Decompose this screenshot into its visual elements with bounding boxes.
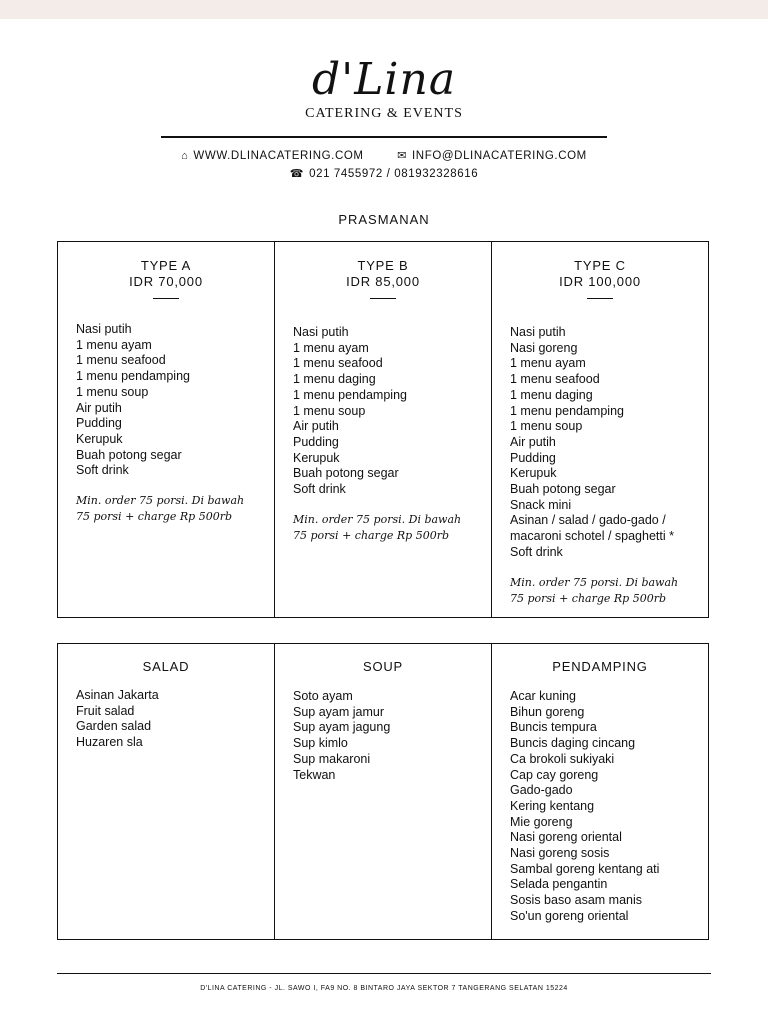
phone-icon: ☎ (289, 168, 305, 180)
list-item: Kerupuk (510, 466, 557, 481)
list-item: 1 menu daging (510, 387, 593, 402)
type-a-name: TYPE A (140, 258, 192, 273)
list-item: Air putih (76, 400, 122, 415)
list-item: Buah potong segar (76, 447, 182, 462)
top-band (0, 0, 768, 19)
list-item: Nasi putih (293, 325, 349, 339)
note-line: 75 porsi + charge Rp 500rb (510, 591, 667, 605)
type-b-price: IDR 85,000 (346, 274, 420, 289)
list-item: 1 menu daging (293, 372, 376, 387)
list-item: Buncis tempura (510, 720, 597, 735)
list-item: 1 menu pendamping (510, 403, 624, 418)
salad-title: SALAD (142, 659, 190, 674)
type-b-dash (370, 298, 396, 299)
list-item: Pudding (76, 416, 122, 431)
list-item: Ca brokoli sukiyaki (510, 751, 615, 766)
type-b-items (275, 325, 491, 498)
list-item: Nasi goreng sosis (510, 846, 610, 861)
pendamping-column (491, 644, 708, 939)
list-item: 1 menu ayam (510, 356, 586, 371)
salad-items (58, 688, 274, 751)
email-link[interactable]: INFO@DLINACATERING.COM (412, 150, 587, 162)
note-line: 75 porsi + charge Rp 500rb (293, 528, 450, 542)
type-c-dash (587, 298, 613, 299)
prasmanan-title: PRASMANAN (338, 212, 430, 227)
list-item: Tekwan (293, 767, 336, 782)
list-item: Sosis baso asam manis (510, 893, 643, 908)
list-item: Sup kimlo (293, 736, 348, 751)
footer-divider (57, 973, 711, 974)
list-item: Soft drink (510, 544, 563, 559)
list-item: Selada pengantin (510, 877, 608, 892)
pendamping-items (492, 689, 708, 925)
prasmanan-table (57, 241, 709, 618)
list-item: Nasi putih (76, 322, 132, 336)
list-item: Huzaren sla (76, 735, 143, 750)
list-item: Soft drink (76, 463, 129, 478)
soup-items (275, 689, 491, 783)
list-item: 1 menu pendamping (293, 387, 407, 402)
type-b-note (275, 512, 491, 544)
list-item: 1 menu ayam (76, 337, 152, 352)
list-item: Buncis daging cincang (510, 736, 636, 751)
type-a-price: IDR 70,000 (129, 274, 203, 289)
brand-tagline: CATERING & EVENTS (305, 106, 463, 121)
list-item: 1 menu seafood (293, 356, 383, 371)
mail-icon: ✉ (397, 150, 408, 162)
type-a-dash (153, 298, 179, 299)
phone-number: 021 7455972 / 081932328616 (309, 168, 479, 180)
list-item: Kering kentang (510, 798, 595, 813)
list-item: Garden salad (76, 719, 152, 734)
soup-title: SOUP (362, 659, 404, 674)
list-item: Nasi goreng (510, 340, 578, 355)
type-c-column (491, 242, 708, 617)
list-item: Pudding (293, 434, 339, 449)
list-item: Cap cay goreng (510, 767, 599, 782)
type-c-price: IDR 100,000 (559, 274, 641, 289)
type-c-items (492, 325, 708, 561)
pendamping-title: PENDAMPING (552, 659, 648, 674)
list-item: 1 menu ayam (293, 340, 369, 355)
list-item: Nasi putih (510, 325, 566, 339)
list-item: Fruit salad (76, 703, 135, 718)
list-item: Nasi goreng oriental (510, 830, 622, 845)
list-item: Sup ayam jamur (293, 704, 385, 719)
list-item: Sup makaroni (293, 751, 371, 766)
list-item: Asinan / salad / gado-gado / (510, 513, 666, 528)
list-item: Buah potong segar (293, 466, 399, 481)
list-item: 1 menu seafood (510, 372, 600, 387)
salad-column (58, 644, 274, 939)
soup-column (274, 644, 491, 939)
list-item: Mie goreng (510, 814, 573, 829)
list-item: Kerupuk (293, 450, 340, 465)
list-item: Sup ayam jagung (293, 720, 391, 735)
note-line: Min. order 75 porsi. Di bawah (76, 494, 245, 508)
home-icon: ⌂ (181, 150, 189, 162)
extras-table (57, 643, 709, 940)
list-item: 1 menu soup (510, 419, 583, 434)
type-a-note (58, 493, 274, 525)
list-item: Sambal goreng kentang ati (510, 861, 660, 876)
type-b-column (274, 242, 491, 617)
list-item: 1 menu pendamping (76, 369, 190, 384)
list-item: Snack mini (510, 497, 572, 512)
footer-address: D'LINA CATERING - JL. SAWO I, FA9 NO. 8 BINTARO JAYA SEKTOR 7 TANGERANG SELATAN 15224 (200, 985, 568, 992)
contact-line-1 (0, 149, 768, 162)
type-c-note (492, 575, 708, 607)
list-item: Soft drink (293, 482, 346, 497)
list-item: Gado-gado (510, 783, 573, 798)
list-item: Pudding (510, 450, 556, 465)
note-line: Min. order 75 porsi. Di bawah (510, 575, 679, 589)
list-item: Acar kuning (510, 689, 577, 703)
list-item: macaroni schotel / spaghetti * (510, 529, 674, 544)
note-line: Min. order 75 porsi. Di bawah (293, 512, 462, 526)
list-item: So'un goreng oriental (510, 908, 629, 923)
website-link[interactable]: WWW.DLINACATERING.COM (193, 150, 364, 162)
list-item: Air putih (510, 434, 556, 449)
list-item: 1 menu soup (293, 403, 366, 418)
list-item: Soto ayam (293, 689, 353, 703)
list-item: Kerupuk (76, 431, 123, 446)
list-item: Asinan Jakarta (76, 688, 159, 702)
list-item: Buah potong segar (510, 482, 616, 497)
list-item: Bihun goreng (510, 704, 585, 719)
list-item: 1 menu soup (76, 384, 149, 399)
note-line: 75 porsi + charge Rp 500rb (76, 510, 233, 524)
list-item: 1 menu seafood (76, 353, 166, 368)
contact-line-2 (0, 167, 768, 180)
brand-logo (0, 54, 768, 122)
brand-name: d'Lina (311, 54, 457, 105)
header-divider (161, 136, 607, 138)
type-b-name: TYPE B (357, 258, 409, 273)
type-c-name: TYPE C (574, 258, 626, 273)
list-item: Air putih (293, 419, 339, 434)
type-a-column (58, 242, 274, 617)
type-a-items (58, 322, 274, 479)
